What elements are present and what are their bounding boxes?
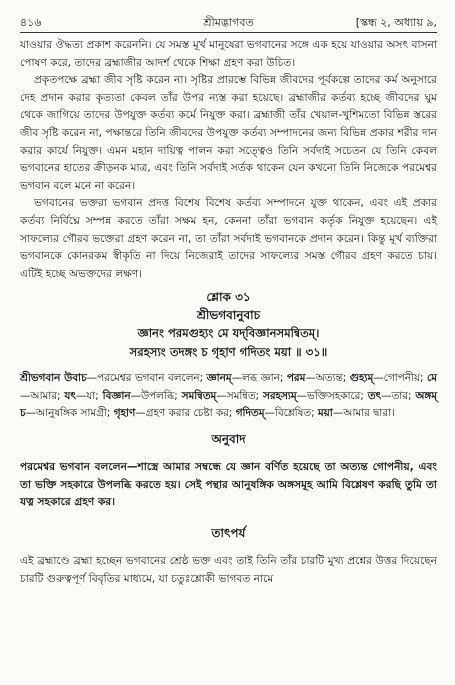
verse-line-1: জ্ঞানং পরমগুহ্যং মে যদ্‌বিজ্ঞানসমন্বিতম্‌।: [137, 326, 320, 341]
synonym-word: ময়া: [317, 407, 333, 420]
synonym-meaning: —তার;: [381, 389, 416, 402]
synonym-word: গুহ্যম্‌: [349, 372, 374, 385]
page-header: [20, 10, 437, 32]
synonym-word: গদিতম্‌: [235, 407, 265, 420]
synonym-word: সরহস্যম্‌: [262, 389, 297, 402]
synonym-meaning: —সমন্বিত;: [216, 389, 263, 402]
synonym-word: সমন্বিতম্‌: [181, 389, 217, 402]
chapter-reference: [স্কন্ধ ২, অধ্যায় ৯,: [355, 16, 437, 29]
synonym-meaning: —লব্ধ জ্ঞান;: [231, 372, 287, 385]
synonym-meaning: —আমার;: [20, 389, 65, 402]
synonym-meaning: —পরমেশ্বর ভগবান বললেন;: [86, 372, 207, 385]
synonym-word: তৎ: [367, 389, 382, 402]
page-number: ৪১৬: [20, 16, 42, 29]
synonym-word: বিজ্ঞান: [102, 389, 131, 402]
synonym-meaning: —উপলব্ধি;: [130, 389, 182, 402]
synonym-meaning: —অত্যন্ত;: [305, 372, 350, 385]
book-title: শ্রীমদ্ভাগবত: [203, 16, 254, 29]
word-meanings: [20, 370, 437, 422]
verse-speaker: শ্রীভগবানুবাচ: [196, 308, 261, 323]
synonym-word: জ্ঞানম্‌: [206, 372, 232, 385]
synonym-word: অঙ্গম্‌ চ: [20, 389, 437, 420]
paragraph-2: প্রকৃতপক্ষে ব্রহ্মা জীব সৃষ্টি করেন না। সৃষ্টির প্রারম্ভে বিভিন্ন জীবদের পূর্বকল্পে তাদের কর্ম অনুসারে দেহ প্রদান করার কৃত্যতা কেবল তাঁর উপর ন্যস্ত করা হয়েছে। ব্রহ্মাজীর কর্তব্য হচ্ছে জীবদের ঘুম থেকে জাগিয়ে তাদের উপযুক্ত কর্তব্য কর্মে নিযুক্ত করা। ব্রহ্মাজী তাঁর খেয়াল-খুশিমতো বিভিন্ন স্তরের জীব সৃষ্টি করেন না, পক্ষান্তরে তিনি জীবদের উপযুক্ত কর্তব্য সম্পাদনের জন্য বিভিন্ন প্রকার শরীর দান করার কার্যে নিযুক্ত। এমন মহান দায়িত্ব পালন করা সত্ত্বেও তিনি সর্বদাই সচেতন যে তিনি কেবল ভগবানের হাতের ক্রীড়নক মাত্র, এবং তিনি সর্বদাই সর্তক থাকেন যেন কখনো তিনি নিজেকে পরমেশ্বর ভগবান বলে মনে না করেন।: [20, 74, 437, 192]
synonym-word: শ্রীভগবান উবাচ: [20, 372, 87, 385]
purport-text: এই ব্রহ্মাণ্ডে ব্রহ্মা হচ্ছেন ভগবানের শ্রেষ্ঠ ভক্ত এবং তাই তিনি তাঁর চারটি মুখ্য প্রশ্নের উত্তর দিয়েছেন চারটি গুরুত্বপূর্ণ বিবৃতির মাধ্যমে, যা চতুঃশ্লোকী ভাগবত নামে: [20, 555, 437, 585]
paragraph-1: যাওয়ার ঔদ্ধত্য প্রকাশ করেননি। যে সমস্ত মূর্খ মানুষেরা ভগবানের সঙ্গে এক হয়ে যাওয়ার অসৎ বাসনা পোষণ করে, তাদের ব্রহ্মাজীর আদর্শ থেকে শিক্ষা গ্রহণ করা উচিত।: [20, 39, 437, 69]
synonym-meaning: —গ্রহণ করার চেষ্টা কর;: [135, 407, 236, 420]
synonym-word: মে: [427, 372, 438, 385]
synonym-meaning: —যা;: [75, 389, 103, 402]
synonym-meaning: —ভক্তিসহকারে;: [296, 389, 368, 402]
synonym-meaning: —বিশ্লেষিত;: [264, 407, 318, 420]
verse-heading: শ্লোক ৩১: [206, 290, 251, 305]
translation-text: পরমেশ্বর ভগবান বললেন—শাস্ত্রে আমার সম্বন্ধে যে জ্ঞান বর্ণিত হয়েছে তা অত্যন্ত গোপনীয়, এবং তা ভক্তি সহকারে উপলব্ধি করতে হয়। সেই পন্থার আনুষঙ্গিক অঙ্গসমূহ আমি বিশ্লেষণ করছি তুমি তা যত্ন সহকারে গ্রহণ কর।: [20, 461, 437, 509]
synonym-meaning: —আমার দ্বারা।: [332, 407, 395, 420]
synonym-word: যৎ: [64, 389, 76, 402]
synonym-word: পরম: [286, 372, 306, 385]
verse-line-2: সরহস্যং তদঙ্গং চ গৃহাণ গদিতং ময়া ॥ ৩১॥: [129, 345, 328, 360]
translation-heading: অনুবাদ: [211, 431, 246, 446]
paragraph-3: ভগবানের ভক্তরা ভগবান প্রদত্ত বিশেষ বিশেষ কর্তব্য সম্পাদনে যুক্ত থাকেন, এবং এই প্রকার কর্তব্য নির্বিঘ্নে সম্পন্ন করতে তাঁরা সক্ষম হন, কেননা তাঁরা ভগবান কর্তৃক নিযুক্ত হয়েছেন। এই সাফল্যের গৌরব ভক্তেরা গ্রহণ করেন না, তা তাঁরা সর্বদাই ভগবানকে প্রদান করেন। কিন্তু মূর্খ ব্যক্তিরা ভগবানকে কোনরকম স্বীকৃতি না দিয়ে নিজেরাই তাদের সাফল্যের সমস্ত গৌরব গ্রহণ করতে চায়। এটিই হচ্ছে অভক্তদের লক্ষণ।: [20, 197, 437, 280]
synonym-meaning: —আনুষঙ্গিক সামগ্রী;: [25, 407, 114, 420]
synonym-word: গৃহাণ: [113, 407, 136, 420]
synonym-meaning: —গোপনীয়;: [373, 372, 428, 385]
purport-heading: তাৎপর্য: [211, 525, 246, 540]
